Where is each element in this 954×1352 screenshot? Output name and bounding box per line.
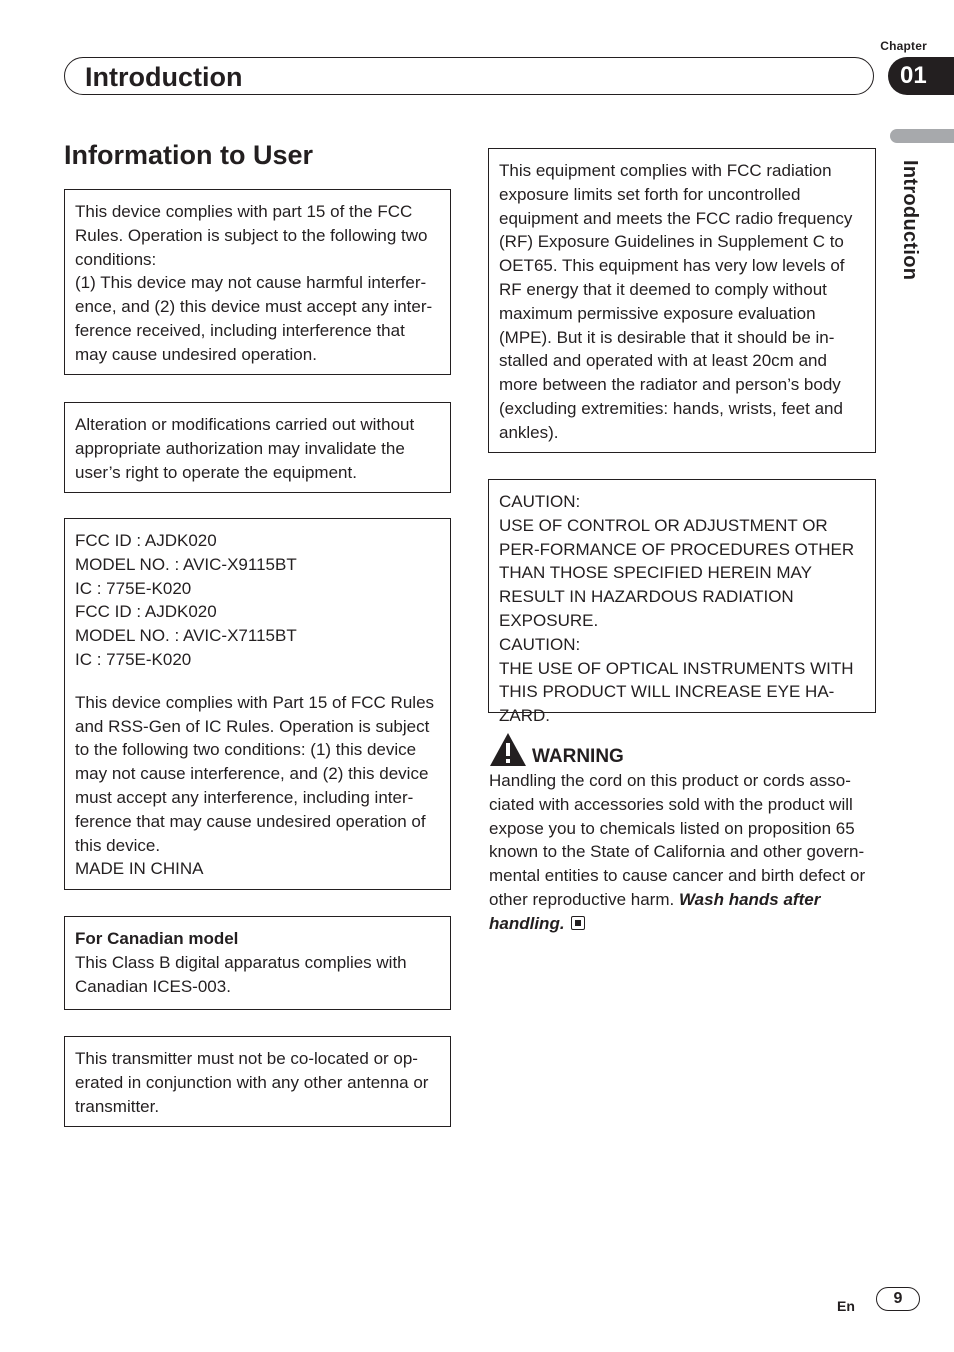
end-of-section-icon bbox=[571, 916, 585, 930]
transmitter-notice-box bbox=[64, 1036, 451, 1127]
fcc-id-line: FCC ID : AJDK020 bbox=[75, 531, 217, 550]
fcc-id-box bbox=[64, 518, 451, 890]
model-no-line: MODEL NO. : AVIC-X9115BT bbox=[75, 554, 297, 574]
rf-exposure-text: This equipment complies with FCC radiation exposure limits set forth for uncontrolled equipment and meets the FCC radio frequency (RF) Exposure Guidelines in Supplement C to OET65. This equipment has very low levels of RF energy that it deemed to comply without maximum permissive exposure evaluation (MPE). But it is desirable that it should be in-stalled and operated with at least 20cm and more between the radiator and person’s body (excluding extremities: hands, wrists, feet and ankles). bbox=[499, 161, 853, 442]
made-in-text: MADE IN CHINA bbox=[75, 859, 204, 879]
caution-box bbox=[488, 479, 876, 726]
canadian-model-text: This Class B digital apparatus complies with Canadian ICES-003. bbox=[75, 952, 407, 996]
warning-section bbox=[489, 732, 881, 936]
warning-title: WARNING bbox=[532, 746, 624, 767]
caution-radiation-text: USE OF CONTROL OR ADJUSTMENT OR PER-FORMANCE OF PROCEDURES OTHER THAN THOSE SPECIFIED HEREIN MAY RESULT IN HAZARDOUS RADIATION EXPOSURE. bbox=[499, 515, 855, 630]
caution-label: CAUTION: bbox=[499, 492, 581, 511]
language-label: En bbox=[837, 1298, 855, 1314]
ic-line: IC : 775E-K020 bbox=[75, 578, 192, 598]
warning-heading bbox=[489, 732, 881, 769]
part15-conditions-intro: This device complies with part 15 of the FCC Rules. Operation is subject to the following two conditions: bbox=[75, 202, 428, 269]
rf-exposure-box bbox=[488, 148, 876, 453]
model-no-line: MODEL NO. : AVIC-X7115BT bbox=[75, 626, 297, 646]
page-number: 9 bbox=[876, 1287, 920, 1311]
canadian-model-heading: For Canadian model bbox=[75, 929, 239, 948]
caution-optical-text: THE USE OF OPTICAL INSTRUMENTS WITH THIS PRODUCT WILL INCREASE EYE HA-ZARD. bbox=[499, 658, 854, 726]
warning-text bbox=[489, 769, 881, 936]
side-tab-label: Introduction bbox=[899, 160, 921, 281]
alteration-text: Alteration or modifications carried out without appropriate authorization may invalidate the user’s right to operate the equipment. bbox=[75, 415, 415, 482]
part15-conditions-list: (1) This device may not cause harmful interfer-ence, and (2) this device must accept any inter-ference received, including interference that may cause undesired operation. bbox=[75, 273, 433, 364]
side-tab-marker bbox=[890, 129, 954, 143]
fcc-id-line: FCC ID : AJDK020 bbox=[75, 602, 217, 622]
transmitter-text: This transmitter must not be co-located or op-erated in conjunction with any other antenna or transmitter. bbox=[75, 1049, 429, 1116]
warning-triangle-icon bbox=[489, 732, 527, 768]
chapter-header-bar bbox=[64, 57, 874, 95]
canadian-model-box bbox=[64, 916, 451, 1010]
part15-notice-box bbox=[64, 189, 451, 375]
caution-label: CAUTION: bbox=[499, 634, 581, 654]
warning-emphasis: Wash hands after handling. bbox=[489, 889, 821, 933]
alteration-notice-box bbox=[64, 402, 451, 493]
section-title: Information to User bbox=[64, 140, 314, 170]
warning-body: Handling the cord on this product or cords asso-ciated with accessories sold with the product will expose you to chemicals listed on proposition 65 known to the State of California and other govern-mental entities to cause cancer and birth defect or other reproductive harm. bbox=[489, 771, 866, 909]
fcc-ic-compliance-text: This device complies with Part 15 of FCC Rules and RSS-Gen of IC Rules. Operation is subject to the following two conditions: (1) this device may not cause interference, and (2) this device must accept any interference, including inter-ference that may cause undesired operation of this device. bbox=[75, 692, 435, 855]
chapter-label: Chapter bbox=[880, 39, 927, 53]
chapter-number-badge: 01 bbox=[888, 57, 954, 95]
ic-line: IC : 775E-K020 bbox=[75, 649, 192, 669]
chapter-title: Introduction bbox=[85, 62, 243, 92]
